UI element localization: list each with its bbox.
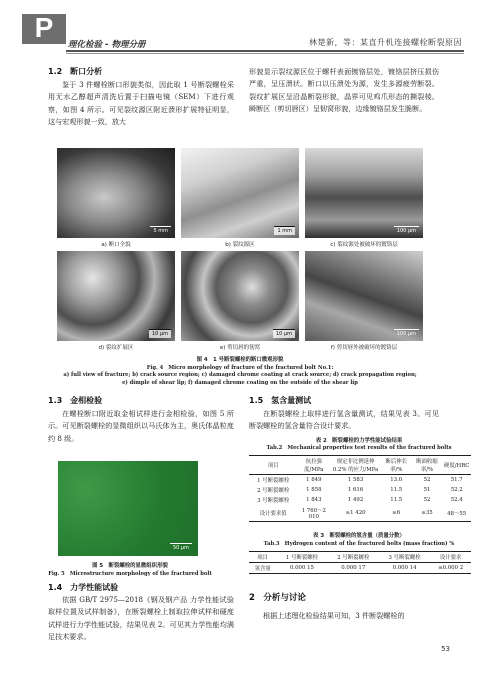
figure-4a-label: a) 断口全貌 bbox=[101, 242, 131, 248]
table-2-header-row bbox=[249, 456, 471, 475]
table-2-header-reduction: 断面收缩率/% bbox=[412, 456, 443, 475]
section-2-paragraph: 根据上述理化检验结果可知，3 件断裂螺栓的 bbox=[263, 611, 405, 620]
figure-4c-image bbox=[305, 148, 423, 238]
table-2-cell: 51 bbox=[423, 487, 431, 493]
table-2-cell: 设计要求值 bbox=[249, 505, 297, 522]
figure-4e-image bbox=[181, 251, 299, 341]
table-2-cell: ≥35 bbox=[412, 505, 443, 522]
table-2-row bbox=[249, 485, 471, 495]
table-2-cell: ≥6 bbox=[381, 505, 412, 522]
figure-5-image bbox=[58, 461, 198, 556]
table-2-cell: ≥1 420 bbox=[330, 505, 381, 522]
section-heading-2: 2 分析与讨论 bbox=[249, 593, 306, 603]
table-2-caption-en: Tab.2 Mechanical properties test results of the fractured bolts bbox=[266, 445, 452, 451]
figure-4d-label: d) 裂纹扩展区 bbox=[98, 345, 134, 351]
running-title: 林楚新，等：某直升机连接螺栓断裂原因 bbox=[309, 38, 462, 47]
table-2-cell: 52.4 bbox=[450, 497, 463, 503]
table-3-caption-en: Tab.3 Hydrogen content of the fractured bolts (mass fraction) % bbox=[263, 541, 455, 547]
table-3-cell: 氢含量 bbox=[249, 563, 276, 574]
table-3-cell: 0.000 15 bbox=[276, 563, 327, 574]
table-3 bbox=[249, 551, 471, 574]
table-3-cell: 0.000 17 bbox=[328, 563, 379, 574]
figure-4b-scale: 1 mm bbox=[274, 226, 295, 235]
figure-4-caption-en-line2: a) full view of fracture; b) crack source region; c) damaged chrome coating at crack source; d) crack propagation region; bbox=[63, 372, 417, 378]
table-2-cell: 11.5 bbox=[390, 487, 403, 493]
section-1-2-paragraph-right: 形貌显示裂纹源区位于螺杆表面镀铬层处，镀铬层挤压损伤严重，呈压溃状。断口以压溃处为源，发生多源疲劳断裂。裂纹扩展区呈沿晶断裂形貌，晶界可见鸡爪形态的撕裂棱。瞬断区（剪切唇区）呈韧窝形貌，边缘镀铬层发生脆断。 bbox=[249, 67, 439, 113]
table-2-cell: 1 616 bbox=[347, 487, 364, 493]
figure-5-scale: 50 μm bbox=[170, 543, 192, 552]
figure-4f-image bbox=[305, 251, 423, 341]
table-2-row bbox=[249, 475, 471, 486]
section-heading-1-3: 1.3 金相检验 bbox=[48, 396, 103, 405]
figure-4a-image bbox=[57, 148, 175, 238]
table-3-header: 项目 bbox=[249, 552, 276, 563]
figure-5-caption-en: Fig. 5 Microstructure morphology of the fractured bolt bbox=[48, 571, 212, 577]
figure-4-caption-en-line3: e) dimple of shear lip; f) damaged chrome coating on the outside of the shear lip bbox=[122, 380, 358, 386]
table-3-header: 3 号断裂螺栓 bbox=[379, 552, 430, 563]
table-2 bbox=[249, 455, 471, 522]
table-2-cell: 2 号断裂螺栓 bbox=[257, 488, 290, 494]
section-heading-1-4: 1.4 力学性能试验 bbox=[48, 583, 119, 592]
figure-4b-label: b) 裂纹源区 bbox=[225, 242, 255, 248]
table-2-row bbox=[249, 495, 471, 505]
table-2-cell: 1 843 bbox=[306, 497, 322, 503]
table-2-cell: 52 bbox=[423, 497, 431, 503]
table-2-row bbox=[249, 505, 471, 522]
journal-logo-letter: P bbox=[34, 12, 54, 43]
figure-4f-scale: 100 μm bbox=[394, 329, 419, 338]
section-1-3-paragraph: 在螺栓断口附近取金相试样进行金相检验，如图 5 所示。可见断裂螺栓的显微组织以马氏体为主，奥氏体晶粒度约 8 级。 bbox=[48, 409, 234, 443]
figure-4d-scale: 10 μm bbox=[149, 329, 171, 338]
figure-4e-label: e) 剪切唇的韧窝 bbox=[219, 345, 261, 351]
table-3-header: 1 号断裂螺栓 bbox=[276, 552, 327, 563]
journal-name: 理化检验 - 物理分册 bbox=[68, 40, 146, 50]
figure-4-caption-zh: 图 4 1 号断裂螺栓的断口微观形貌 bbox=[196, 357, 284, 363]
table-3-cell: 0.000 14 bbox=[379, 563, 430, 574]
table-2-cell: 1 760～2 010 bbox=[297, 505, 330, 522]
section-heading-1-2: 1.2 断口分析 bbox=[48, 67, 103, 76]
section-1-4-paragraph: 依据 GB/T 2975—2018《钢及钢产品 力学性能试验取样位置及试样制备》，在断裂螺栓上制取拉伸试样和硬度试样进行力学性能试验，结果见表 2。可见其力学性能均满足技术要求。 bbox=[48, 595, 234, 641]
figure-4d-image bbox=[57, 251, 175, 341]
table-3-row bbox=[249, 563, 471, 574]
table-2-header-elongation: 断后伸长率/% bbox=[381, 456, 412, 475]
table-3-header: 2 号断裂螺栓 bbox=[328, 552, 379, 563]
table-3-header-row bbox=[249, 552, 471, 563]
figure-4a-scale: 5 mm bbox=[150, 226, 171, 235]
table-2-caption-zh: 表 2 断裂螺栓的力学性能试验结果 bbox=[315, 438, 403, 444]
table-2-cell: 52.2 bbox=[450, 487, 463, 493]
table-2-cell: 1 583 bbox=[347, 477, 364, 483]
table-2-cell: 3 号断裂螺栓 bbox=[257, 498, 290, 504]
table-2-cell: 1 492 bbox=[347, 497, 364, 503]
table-3-caption-zh: 表 3 断裂螺栓的氢含量（质量分数） bbox=[313, 533, 405, 539]
figure-5-caption-zh: 图 5 断裂螺栓的显微组织形貌 bbox=[92, 563, 168, 569]
figure-4c-label: c) 裂纹源处被破坏的镀铬层 bbox=[330, 242, 398, 248]
section-heading-1-5: 1.5 氢含量测试 bbox=[249, 396, 312, 405]
table-2-cell: 48～55 bbox=[442, 505, 471, 522]
table-2-cell: 1 849 bbox=[306, 477, 322, 483]
table-2-header-tensile: 抗拉强度/MPa bbox=[297, 456, 330, 475]
figure-4e-scale: 10 μm bbox=[273, 329, 295, 338]
figure-4f-label: f) 剪切唇外被破坏的镀铬层 bbox=[330, 345, 398, 351]
table-2-cell: 52 bbox=[423, 477, 431, 483]
table-3-header: 设计要求 bbox=[430, 552, 471, 563]
table-2-cell: 13.0 bbox=[390, 477, 403, 483]
table-2-header-item: 项目 bbox=[249, 456, 297, 475]
section-1-2-paragraph-left: 鉴于 3 件螺栓断口形貌类似，因此取 1 号断裂螺栓采用无水乙醇超声清洗后置于扫描电镜（SEM）下进行观察，如图 4 所示。可见裂纹源区附近溃形扩展特征明显，这与宏观形貌一致，放大 bbox=[48, 80, 234, 126]
figure-4b-image bbox=[181, 148, 299, 238]
table-2-header-yield: 规定非比例延伸 0.2% 的应力/MPa bbox=[330, 456, 381, 475]
table-2-cell: 51.7 bbox=[450, 477, 463, 483]
table-2-cell: 1 858 bbox=[306, 487, 322, 493]
section-1-5-paragraph: 在断裂螺栓上取样进行氢含量测试，结果见表 3。可见断裂螺栓的氢含量符合设计要求。 bbox=[249, 409, 439, 431]
table-2-cell: 1 号断裂螺栓 bbox=[257, 478, 290, 484]
figure-4c-scale: 100 μm bbox=[394, 226, 419, 235]
figure-4-caption-en-line1: Fig. 4 Micro morphology of fracture of the fractured bolt No.1: bbox=[146, 365, 334, 371]
table-2-header-hardness: 硬度/HRC bbox=[442, 456, 471, 475]
page-number: 53 bbox=[441, 645, 450, 653]
table-2-cell: 11.5 bbox=[390, 497, 403, 503]
table-3-cell: ≤0.000 2 bbox=[430, 563, 471, 574]
